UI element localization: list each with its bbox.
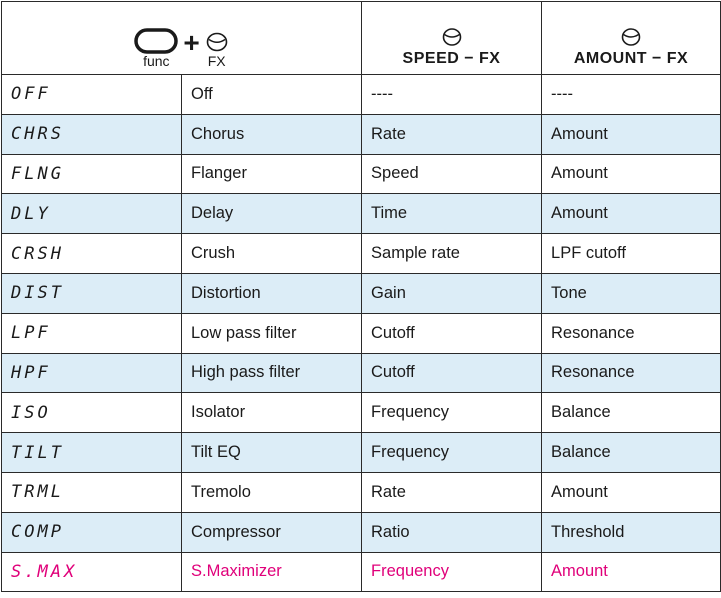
table-row-s-maximizer: [2, 552, 721, 592]
amount-parameter: Resonance: [542, 313, 721, 353]
speed-parameter: Frequency: [362, 433, 542, 473]
display-code: OFF: [2, 75, 182, 115]
effect-name: Tremolo: [182, 472, 362, 512]
effect-name: Crush: [182, 234, 362, 274]
amount-parameter: Resonance: [542, 353, 721, 393]
header-row: [2, 2, 721, 75]
speed-parameter: Cutoff: [362, 353, 542, 393]
amount-parameter: Threshold: [542, 512, 721, 552]
speed-parameter: Sample rate: [362, 234, 542, 274]
speed-knob-icon: [441, 26, 463, 48]
amount-parameter: LPF cutoff: [542, 234, 721, 274]
display-code: DLY: [2, 194, 182, 234]
table-row-off: [2, 75, 721, 115]
func-fx-combo: [134, 24, 228, 68]
display-code: S.MAX: [2, 552, 182, 592]
effect-name: High pass filter: [182, 353, 362, 393]
effect-name: Isolator: [182, 393, 362, 433]
speed-parameter: Ratio: [362, 512, 542, 552]
amount-fx-header: [542, 2, 721, 75]
amount-parameter: Amount: [542, 552, 721, 592]
table-row-delay: [2, 194, 721, 234]
amount-parameter: Tone: [542, 273, 721, 313]
table-row-high-pass-filter: [2, 353, 721, 393]
amount-parameter: Amount: [542, 154, 721, 194]
speed-fx-header: [362, 2, 542, 75]
table-row-flanger: [2, 154, 721, 194]
amount-fx-label: AMOUNT − FX: [573, 50, 689, 67]
speed-fx-label: SPEED − FX: [402, 50, 501, 67]
speed-parameter: Rate: [362, 114, 542, 154]
display-code: CHRS: [2, 114, 182, 154]
table-row-tremolo: [2, 472, 721, 512]
table-row-crush: [2, 234, 721, 274]
func-button-block: [134, 28, 178, 68]
fx-knob-block: [205, 30, 229, 68]
display-code: TRML: [2, 472, 182, 512]
fx-parameter-table: [1, 1, 721, 592]
speed-parameter: Frequency: [362, 393, 542, 433]
fx-knob-icon: [205, 30, 229, 54]
amount-parameter: Amount: [542, 472, 721, 512]
amount-parameter: Amount: [542, 194, 721, 234]
effect-name: Low pass filter: [182, 313, 362, 353]
table-row-distortion: [2, 273, 721, 313]
amount-parameter: Amount: [542, 114, 721, 154]
table-row-chorus: [2, 114, 721, 154]
display-code: DIST: [2, 273, 182, 313]
func-button-icon: [134, 28, 178, 54]
display-code: TILT: [2, 433, 182, 473]
func-fx-combo-header: [2, 2, 362, 75]
effect-name: Flanger: [182, 154, 362, 194]
amount-parameter: Balance: [542, 393, 721, 433]
func-label: func: [143, 53, 170, 69]
display-code: FLNG: [2, 154, 182, 194]
plus-sign: +: [183, 27, 200, 58]
speed-parameter: Frequency: [362, 552, 542, 592]
display-code: LPF: [2, 313, 182, 353]
display-code: HPF: [2, 353, 182, 393]
effect-name: Chorus: [182, 114, 362, 154]
amount-knob-icon: [620, 26, 642, 48]
table-row-tilt-eq: [2, 433, 721, 473]
table-row-low-pass-filter: [2, 313, 721, 353]
effect-name: Delay: [182, 194, 362, 234]
amount-parameter: Balance: [542, 433, 721, 473]
display-code: ISO: [2, 393, 182, 433]
speed-parameter: Rate: [362, 472, 542, 512]
speed-parameter: Speed: [362, 154, 542, 194]
table-row-compressor: [2, 512, 721, 552]
effect-name: S.Maximizer: [182, 552, 362, 592]
display-code: COMP: [2, 512, 182, 552]
effect-name: Compressor: [182, 512, 362, 552]
speed-parameter: Gain: [362, 273, 542, 313]
display-code: CRSH: [2, 234, 182, 274]
speed-parameter: Time: [362, 194, 542, 234]
amount-parameter: ----: [542, 75, 721, 115]
fx-label: FX: [207, 53, 226, 69]
speed-parameter: Cutoff: [362, 313, 542, 353]
speed-parameter: ----: [362, 75, 542, 115]
effect-name: Off: [182, 75, 362, 115]
effect-name: Tilt EQ: [182, 433, 362, 473]
effect-name: Distortion: [182, 273, 362, 313]
table-row-isolator: [2, 393, 721, 433]
